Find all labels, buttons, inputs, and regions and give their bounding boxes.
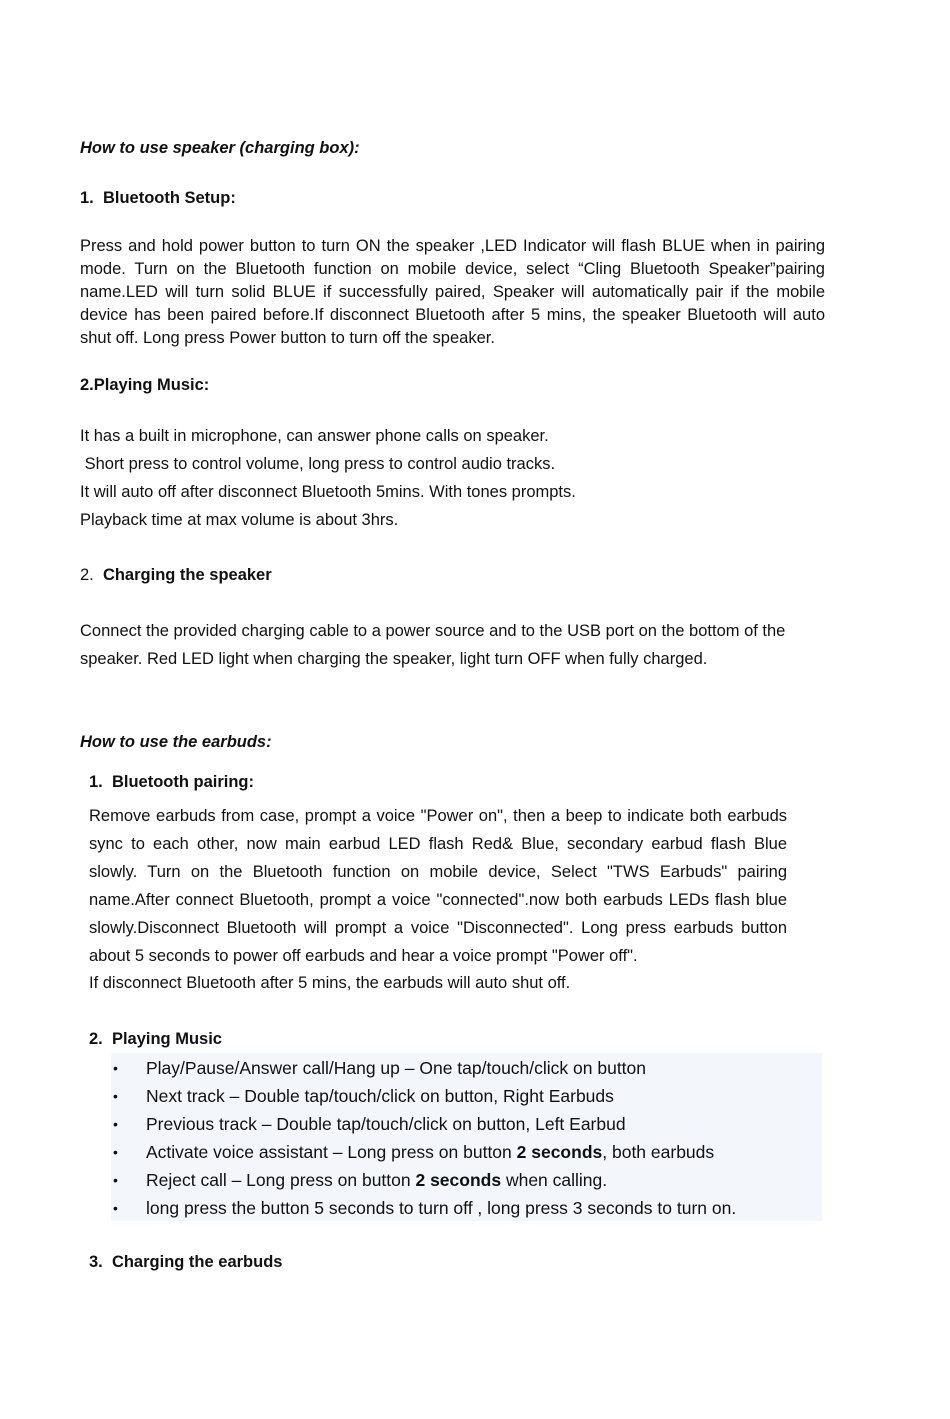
speaker-charging-line: Connect the provided charging cable to a power source and to the USB port on the bottom of the	[80, 622, 786, 640]
earbuds-pairing-number: 1.	[89, 773, 103, 791]
bullet-text: when calling.	[501, 1170, 608, 1190]
bullet-icon: •	[113, 1088, 118, 1104]
bullet-icon: •	[113, 1144, 118, 1160]
bullet-item	[111, 1169, 607, 1191]
speaker-heading: How to use speaker (charging box):	[80, 139, 360, 157]
bullet-icon: •	[113, 1060, 118, 1076]
earbuds-charging-title: Charging the earbuds	[111, 1253, 283, 1271]
earbuds-pairing-paragraph: Remove earbuds from case, prompt a voice "Power on", then a beep to indicate both earbuds sync to each other, now main earbud LED flash Red& Blue, secondary earbud flash Blue slowly. Turn on the Bluetooth function on mobile device, Select "TWS Earbuds" pairing name.After connect Bluetooth, prompt a voice "connected".now both earbuds LEDs flash blue slowly.Disconnect Bluetooth will prompt a voice "Disconnected". Long press earbuds button about 5 seconds to power off earbuds and hear a voice prompt "Power off".	[89, 807, 787, 965]
bullet-text: Reject call – Long press on button	[146, 1170, 416, 1190]
bullet-item	[111, 1141, 714, 1163]
bullet-item	[111, 1085, 614, 1107]
earbuds-playing-number: 2.	[89, 1030, 103, 1048]
speaker-playing-line: It has a built in microphone, can answer phone calls on speaker.	[80, 427, 549, 445]
bt-setup-title: Bluetooth Setup:	[102, 189, 236, 207]
bullet-text: Previous track – Double tap/touch/click on button, Left Earbud	[146, 1114, 626, 1134]
bullet-text: Next track – Double tap/touch/click on button, Right Earbuds	[146, 1086, 614, 1106]
speaker-playing-line: It will auto off after disconnect Bluetooth 5mins. With tones prompts.	[80, 483, 576, 501]
speaker-charging-line: speaker. Red LED light when charging the speaker, light turn OFF when fully charged.	[80, 650, 708, 668]
earbuds-heading: How to use the earbuds:	[80, 733, 272, 751]
bt-setup-number: 1.	[80, 189, 94, 207]
bullet-text: , both earbuds	[602, 1142, 715, 1162]
bullet-text: Play/Pause/Answer call/Hang up – One tap/touch/click on button	[146, 1058, 647, 1078]
speaker-playing-heading: 2.Playing Music:	[80, 376, 210, 394]
bullet-bold-text: 2 seconds	[516, 1142, 603, 1162]
bullet-item	[111, 1113, 626, 1135]
speaker-charging-number: 2.	[80, 566, 94, 584]
earbuds-playing-title: Playing Music	[111, 1030, 222, 1048]
bullet-bold-text: 2 seconds	[415, 1170, 502, 1190]
bullet-item	[111, 1197, 736, 1219]
bullet-icon: •	[113, 1200, 118, 1216]
speaker-charging-title: Charging the speaker	[102, 566, 272, 584]
bullet-icon: •	[113, 1116, 118, 1132]
bullet-text: long press the button 5 seconds to turn off , long press 3 seconds to turn on.	[146, 1198, 737, 1218]
earbuds-charging-number: 3.	[89, 1253, 103, 1271]
earbuds-charging-heading	[89, 1252, 282, 1272]
bullet-item	[111, 1057, 646, 1079]
bullet-icon: •	[113, 1172, 118, 1188]
speaker-charging-heading	[80, 565, 272, 585]
bullet-text: Activate voice assistant – Long press on button	[146, 1142, 517, 1162]
earbuds-pairing-last-line: If disconnect Bluetooth after 5 mins, the earbuds will auto shut off.	[89, 974, 571, 992]
bt-setup-paragraph: Press and hold power button to turn ON the speaker ,LED Indicator will flash BLUE when in pairing mode. Turn on the Bluetooth function on mobile device, select “Cling Bluetooth Speaker”pairing name.LED will turn solid BLUE if successfully paired, Speaker will automatically pair if the mobile device has been paired before.If disconnect Bluetooth after 5 mins, the speaker Bluetooth will auto shut off. Long press Power button to turn off the speaker.	[80, 237, 825, 347]
earbuds-pairing-heading	[89, 772, 254, 792]
speaker-playing-line: Playback time at max volume is about 3hrs.	[80, 511, 399, 529]
earbuds-playing-heading	[89, 1029, 222, 1049]
bt-setup-heading	[80, 188, 236, 208]
speaker-playing-line: Short press to control volume, long press to control audio tracks.	[80, 455, 556, 473]
earbuds-pairing-title: Bluetooth pairing:	[111, 773, 255, 791]
